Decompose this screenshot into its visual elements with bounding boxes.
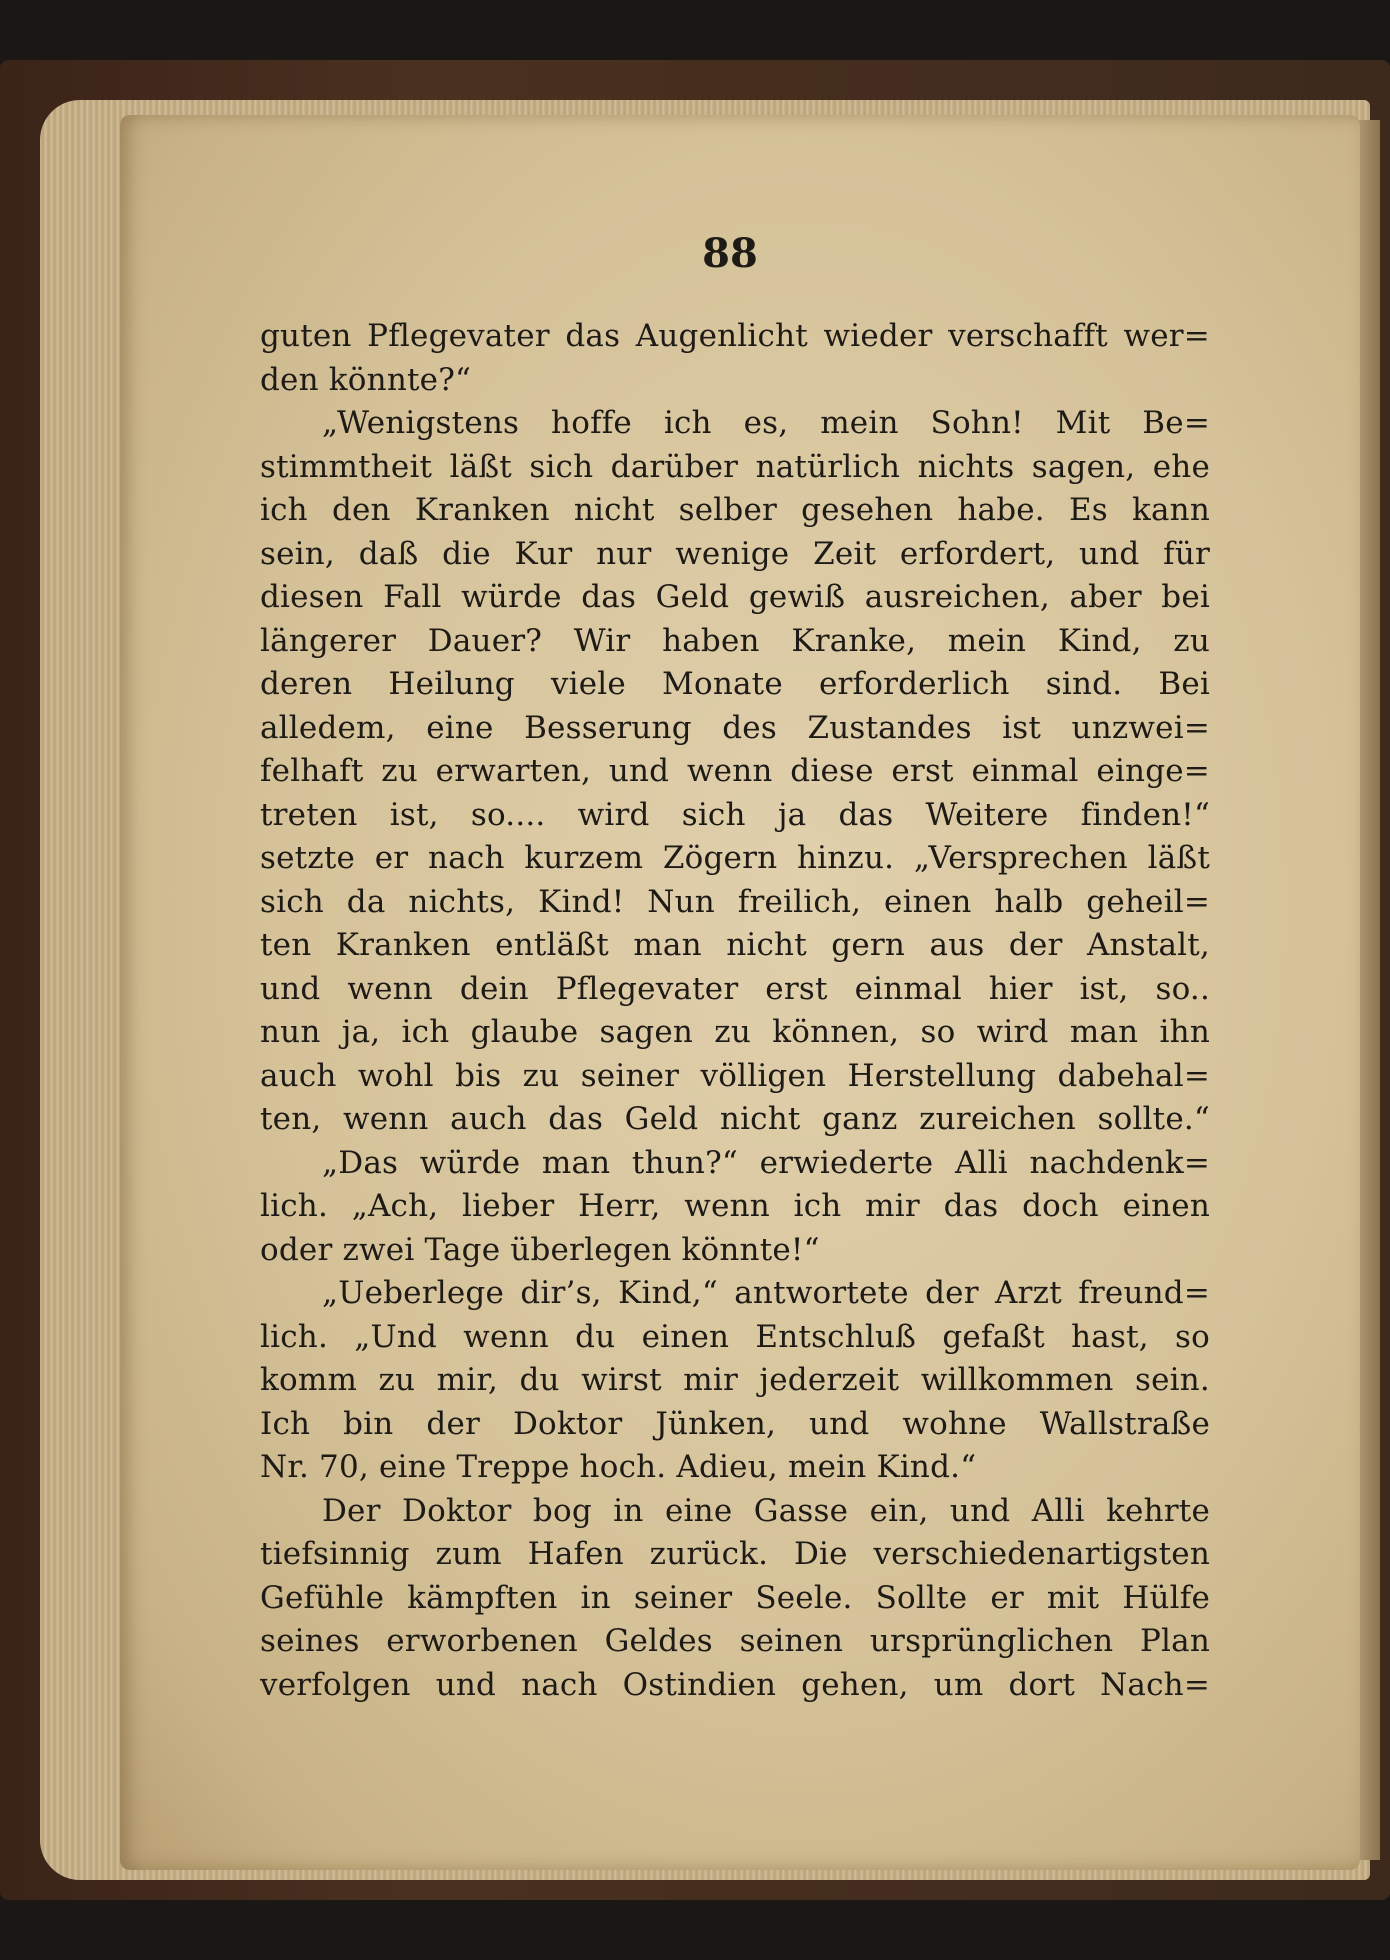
text-line: stimmtheit läßt sich darüber natürlich nichts sagen, ehe [260, 448, 1210, 485]
text-line: oder zwei Tage überlegen könnte!“ [260, 1231, 820, 1268]
text-line: seines erworbenen Geldes seinen ursprünglichen Plan [260, 1623, 1210, 1659]
text-line: „Ueberlege dir’s, Kind,“ antwortete der Arzt freund= [322, 1275, 1210, 1311]
text-line: und wenn dein Pflegevater erst einmal hier ist, so.. [260, 970, 1210, 1007]
text-line: alledem, eine Besserung des Zustandes ist unzwei= [260, 709, 1210, 746]
text-line: auch wohl bis zu seiner völligen Herstellung dabehal= [260, 1057, 1210, 1094]
text-line: ten Kranken entläßt man nicht gern aus der Anstalt, [260, 927, 1210, 963]
text-line: lich. „Und wenn du einen Entschluß gefaßt hast, so [260, 1318, 1210, 1355]
text-line: Ich bin der Doktor Jünken, und wohne Wallstraße [260, 1405, 1210, 1442]
text-line: setzte er nach kurzem Zögern hinzu. „Versprechen läßt [260, 840, 1210, 876]
text-line: sich da nichts, Kind! Nun freilich, einen halb geheil= [260, 883, 1210, 920]
text-line: deren Heilung viele Monate erforderlich sind. Bei [260, 666, 1210, 702]
text-line: „Das würde man thun?“ erwiederte Alli nachdenk= [322, 1144, 1210, 1181]
text-line: Der Doktor bog in eine Gasse ein, und Alli kehrte [322, 1492, 1210, 1529]
text-line: „Wenigstens hoffe ich es, mein Sohn! Mit Be= [322, 405, 1210, 441]
text-line: guten Pflegevater das Augenlicht wieder verschafft wer= [260, 318, 1210, 354]
body-text [260, 315, 1210, 1707]
text-line: nun ja, ich glaube sagen zu können, so wird man ihn [260, 1014, 1210, 1050]
text-line: tiefsinnig zum Hafen zurück. Die verschiedenartigsten [260, 1536, 1210, 1572]
page-number: 88 [702, 230, 758, 277]
text-line: sein, daß die Kur nur wenige Zeit erfordert, und für [260, 535, 1210, 572]
text-line: diesen Fall würde das Geld gewiß ausreichen, aber bei [260, 579, 1210, 615]
text-line: treten ist, so.... wird sich ja das Weitere finden!“ [260, 796, 1210, 833]
text-line: komm zu mir, du wirst mir jederzeit willkommen sein. [260, 1362, 1210, 1398]
text-line: den könnte?“ [260, 361, 472, 398]
text-line: verfolgen und nach Ostindien gehen, um dort Nach= [260, 1666, 1210, 1703]
text-line: Gefühle kämpften in seiner Seele. Sollte er mit Hülfe [260, 1579, 1210, 1616]
text-line: ten, wenn auch das Geld nicht ganz zureichen sollte.“ [260, 1101, 1210, 1137]
text-line: felhaft zu erwarten, und wenn diese erst einmal einge= [260, 753, 1210, 789]
text-line: Nr. 70, eine Treppe hoch. Adieu, mein Kind.“ [260, 1449, 977, 1485]
text-line: ich den Kranken nicht selber gesehen habe. Es kann [260, 492, 1210, 528]
text-line: längerer Dauer? Wir haben Kranke, mein Kind, zu [260, 622, 1210, 659]
text-line: lich. „Ach, lieber Herr, wenn ich mir das doch einen [260, 1188, 1210, 1224]
